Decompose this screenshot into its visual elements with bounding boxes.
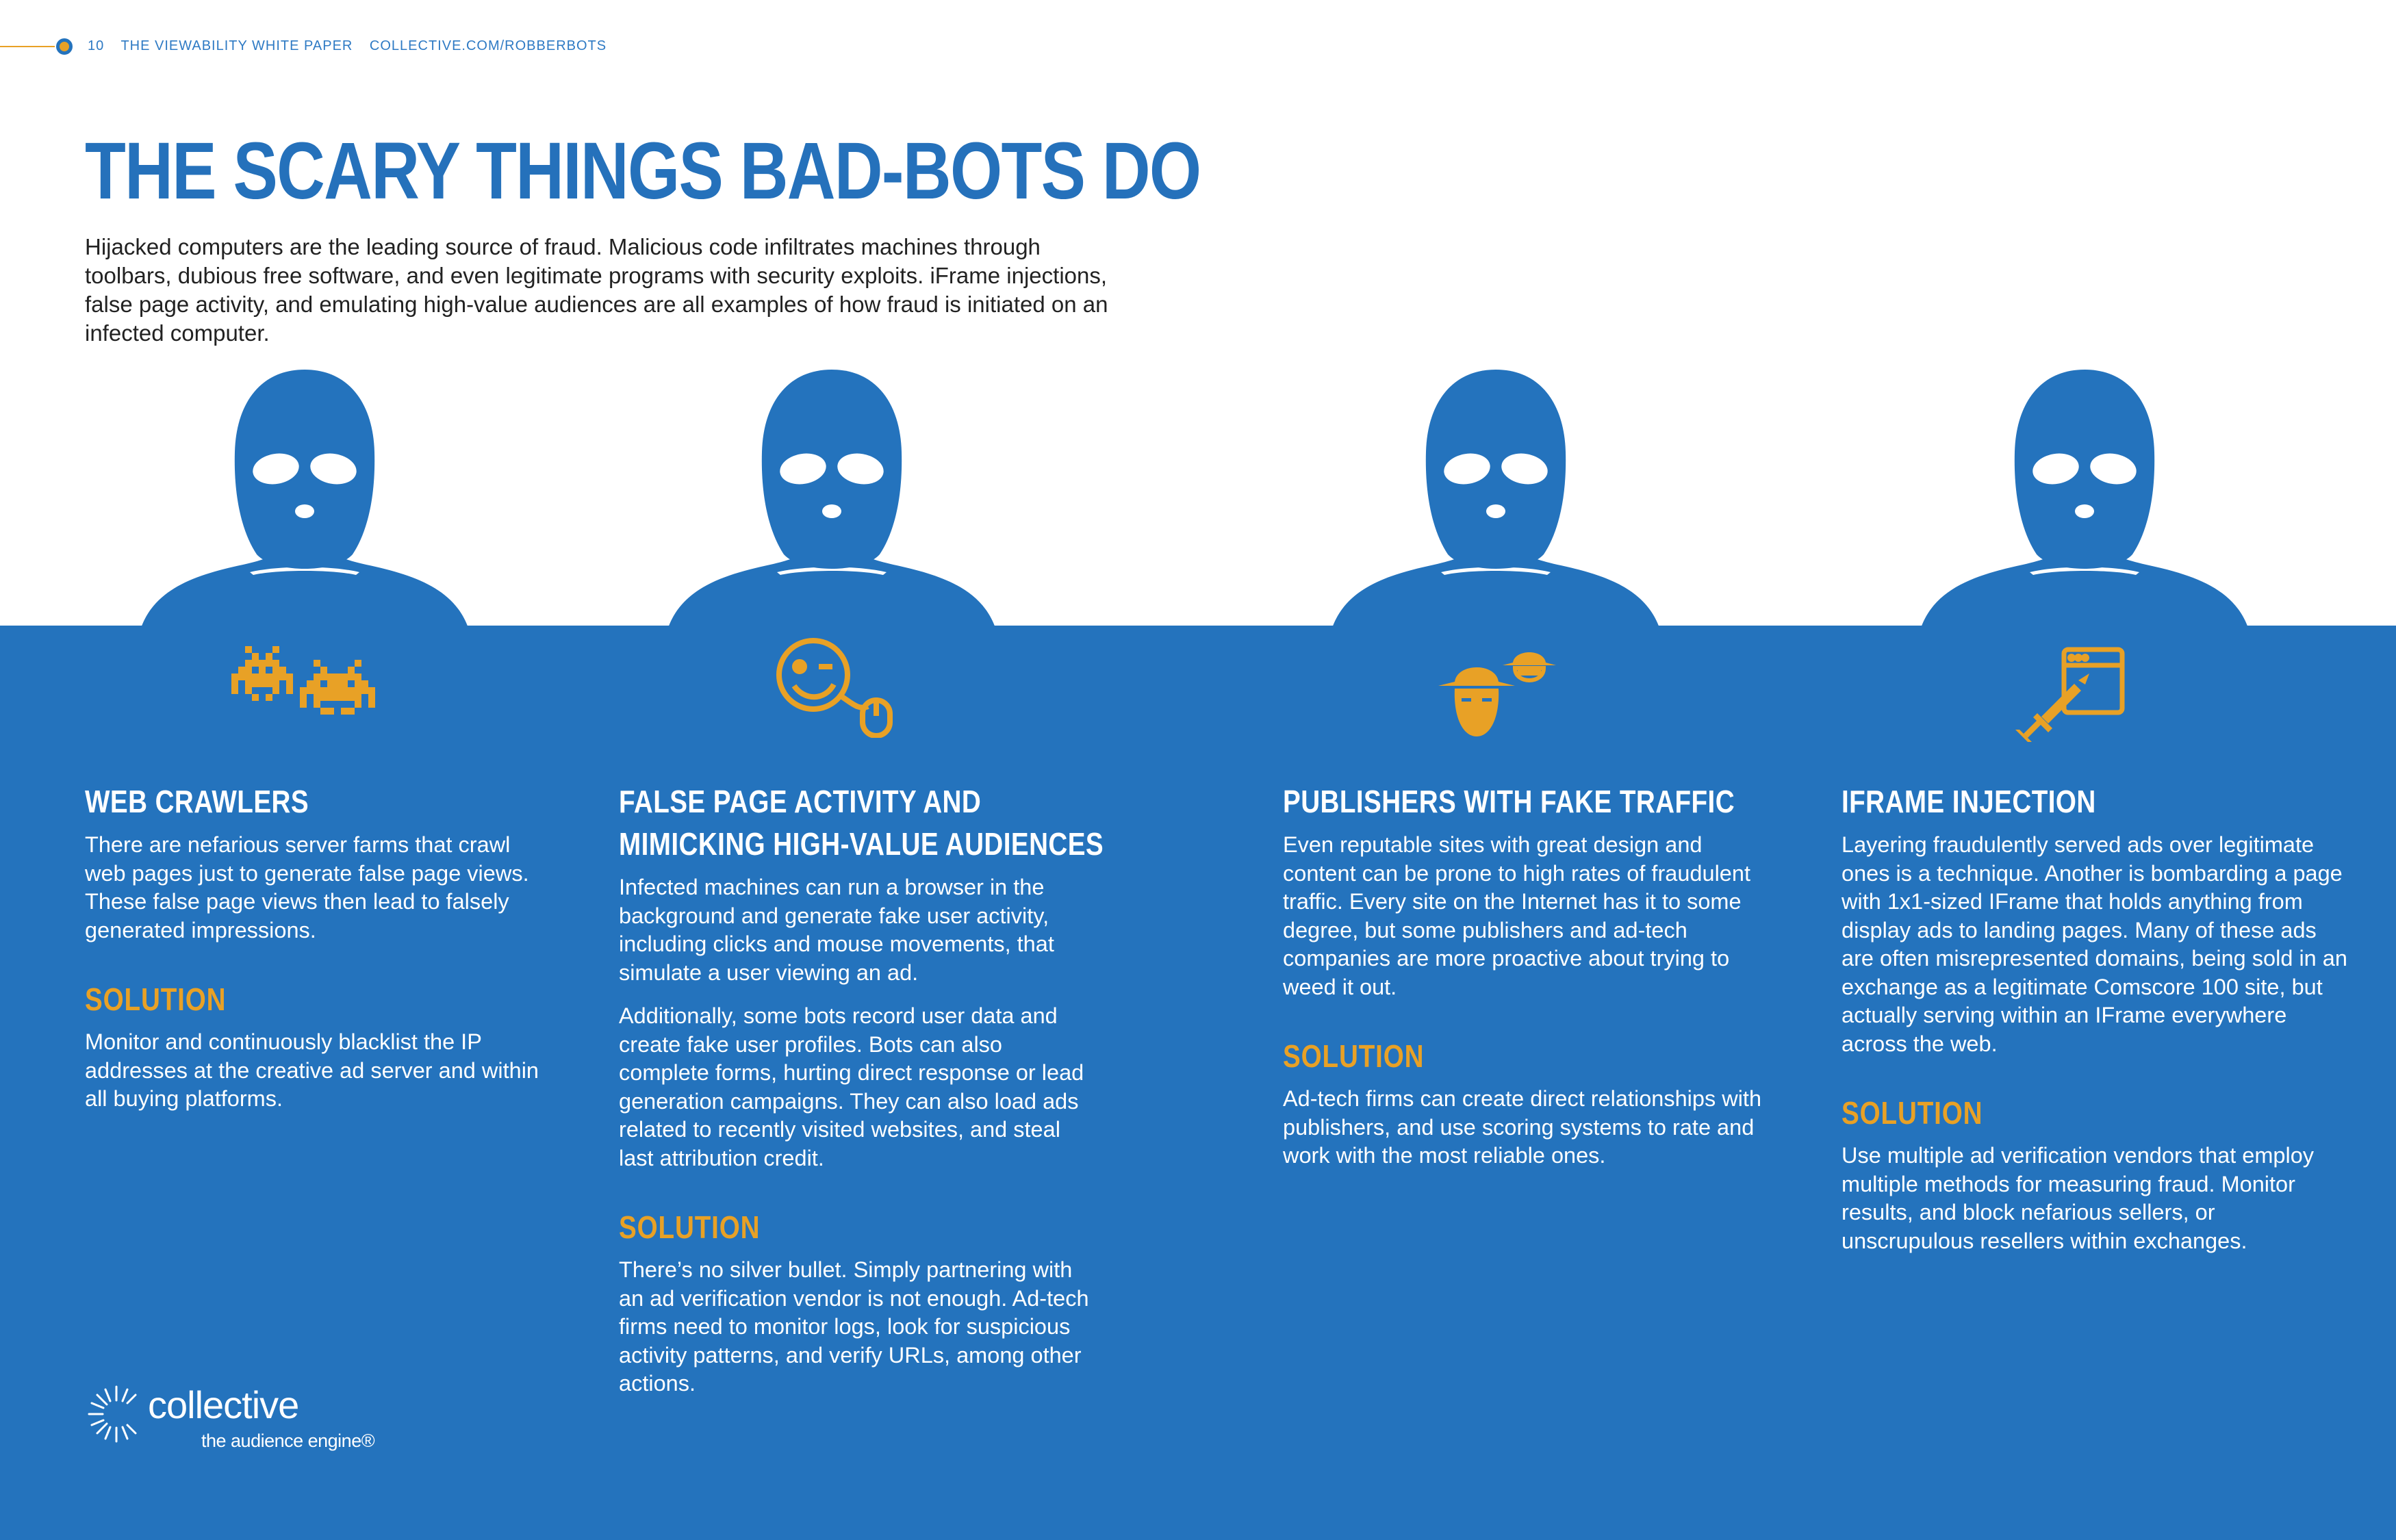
- column-body: There are nefarious server farms that crawl web pages just to generate false page views. These false page views then lead to falsely generated impressions.: [85, 832, 529, 942]
- column-false-page-activity: [619, 780, 1104, 1398]
- masked-figure-icon: [667, 370, 996, 630]
- solution-text: Ad-tech firms can create direct relationships with publishers, and use scoring systems to rate and work with the most reliable ones.: [1283, 1086, 1762, 1168]
- header-text: [88, 38, 619, 54]
- page-title: THE SCARY THINGS BAD-BOTS DO: [85, 126, 1201, 216]
- column-iframe-injection: [1841, 780, 2348, 1255]
- column-body: Layering fraudulently served ads over legitimate ones is a technique. Another is bombarding a page with 1x1-sized IFrame that holds anything from display ads to landing pages. Many of these ads are often misrepresented domains, being sold in an exchange as a legitimate Comscore 100 site, but actually serving within an IFrame everywhere across the web.: [1841, 832, 2347, 1056]
- solution-label: SOLUTION: [85, 981, 227, 1017]
- header-rule: [0, 46, 55, 47]
- intro-paragraph: Hijacked computers are the leading source of fraud. Malicious code infiltrates machines through toolbars, dubious free software, and even legitimate programs with security exploits. iFrame injections, false page activity, and emulating high-value audiences are all examples of how fraud is initiated on an infected computer.: [85, 234, 1108, 346]
- winking-face-mouse-icon: [774, 635, 910, 738]
- running-header: [0, 36, 685, 56]
- page-number: 10: [88, 38, 105, 53]
- column-heading: WEB CRAWLERS: [85, 784, 309, 819]
- column-publishers-fake-traffic: [1283, 780, 1762, 1170]
- collective-logo: [85, 1383, 400, 1451]
- solution-text: Use multiple ad verification vendors that employ multiple methods for measuring fraud. Monitor results, and block nefarious sellers, or unscrupulous resellers within exchanges.: [1841, 1143, 2315, 1253]
- column-heading: IFRAME INJECTION: [1841, 784, 2096, 819]
- column-body: Additionally, some bots record user data and create fake user profiles. Bots can also complete forms, hurting direct response or lead generation campaigns. They can also load ads related to recently visited websites, and steal last attribution credit.: [619, 1003, 1084, 1170]
- column-heading: PUBLISHERS WITH FAKE TRAFFIC: [1283, 784, 1735, 819]
- header-url[interactable]: COLLECTIVE.COM/ROBBERBOTS: [369, 38, 607, 53]
- column-body: Infected machines can run a browser in the background and generate fake user activity, including clicks and mouse movements, that simulate a user viewing an ad.: [619, 875, 1054, 985]
- disguised-faces-icon: [1434, 642, 1557, 745]
- solution-label: SOLUTION: [619, 1209, 761, 1245]
- masked-figure-icon: [140, 370, 469, 630]
- column-heading-line: MIMICKING HIGH-VALUE AUDIENCES: [619, 826, 1104, 862]
- solution-text: Monitor and continuously blacklist the IP addresses at the creative ad server and within all buying platforms.: [85, 1029, 539, 1111]
- header-bullet-icon: [56, 38, 73, 55]
- browser-syringe-icon: [2006, 646, 2126, 742]
- column-body: Even reputable sites with great design and content can be prone to high rates of fraudulent traffic. Every site on the Internet has it to some degree, but some publishers and ad-tech companies are more proactive about trying to weed it out.: [1283, 832, 1750, 999]
- column-heading: [619, 780, 1104, 865]
- solution-label: SOLUTION: [1841, 1095, 1983, 1131]
- publication-name: THE VIEWABILITY WHITE PAPER: [120, 38, 353, 53]
- logo-wordmark: collective: [148, 1383, 299, 1426]
- masked-figure-icon: [1331, 370, 1660, 630]
- logo-tagline: the audience engine®: [201, 1430, 375, 1451]
- column-heading-line: FALSE PAGE ACTIVITY AND: [619, 784, 982, 819]
- masked-figure-icon: [1920, 370, 2249, 630]
- column-web-crawlers: [85, 780, 550, 1114]
- space-invaders-icon: [231, 646, 382, 742]
- solution-text: There’s no silver bullet. Simply partnering with an ad verification vendor is not enough. Ad-tech firms need to monitor logs, look for suspicious activity patterns, and verify URLs, among other actions.: [619, 1257, 1089, 1396]
- sunburst-icon: [85, 1383, 148, 1446]
- solution-label: SOLUTION: [1283, 1038, 1425, 1074]
